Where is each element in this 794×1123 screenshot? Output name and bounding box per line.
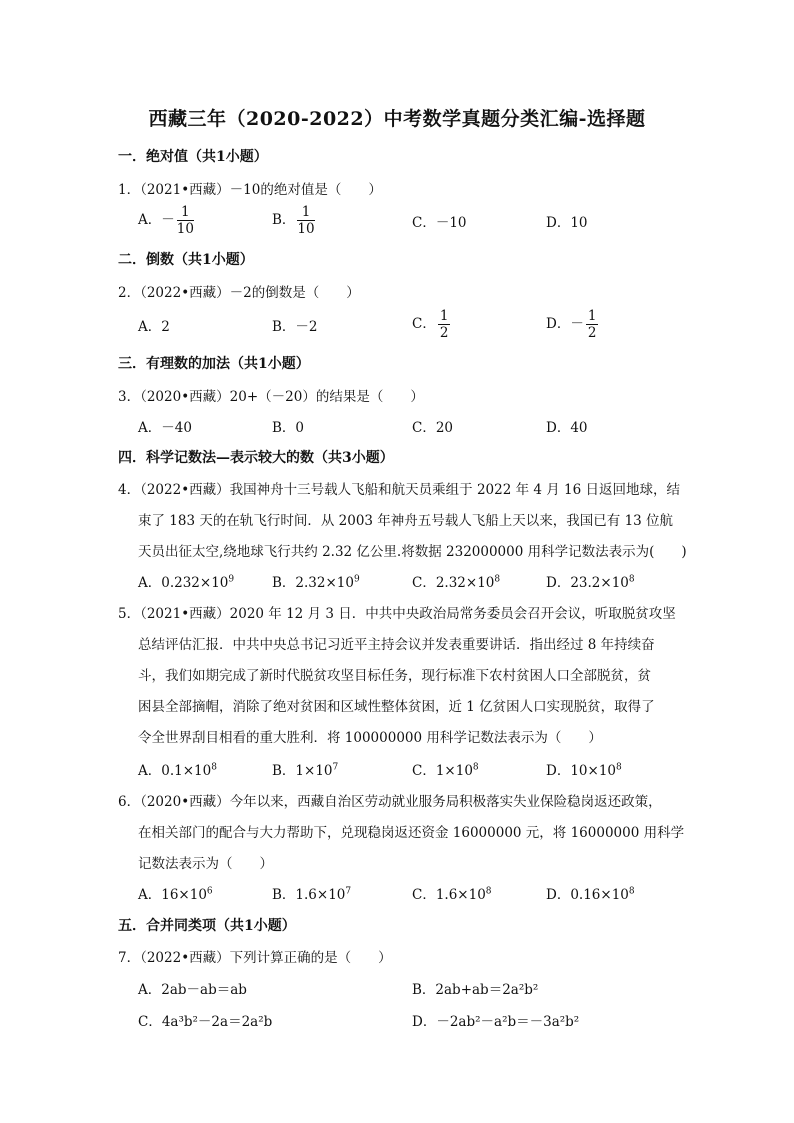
question-4-line-1: 4．（2022•西藏）我国神舟十三号载人飞船和航天员乘组于 2022 年 4 月 16 日返回地球，结 xyxy=(118,482,681,498)
question-4-option-d: D．$23.2\times 10^8$ xyxy=(546,574,635,591)
question-1-option-a: A．－ $\frac{1}{10}$ xyxy=(138,204,194,237)
section-heading-5: 五．合并同类项（共1小题） xyxy=(118,918,296,934)
question-7-option-d: D．－2ab²－a²b＝－3a²b² xyxy=(412,1014,580,1030)
question-2-option-d: D．－ $\frac{1}{2}$ xyxy=(546,308,597,341)
fraction: $\frac{1}{10}$ xyxy=(297,204,315,237)
question-6-option-c: C．$1.6\times 10^8$ xyxy=(412,886,492,903)
question-4-line-2: 束了 183 天的在轨飞行时间．从 2003 年神舟五号载人飞船上天以来，我国已有 13 位航 xyxy=(138,513,674,529)
page-title: 西藏三年（2020-2022）中考数学真题分类汇编-选择题 xyxy=(148,108,646,130)
question-5-option-d: D．$10\times 10^8$ xyxy=(546,762,622,779)
question-7-option-b: B．2ab+ab＝2a²b² xyxy=(412,982,539,998)
question-1-stem: 1．（2021•西藏）－10的绝对值是（ ） xyxy=(118,182,382,198)
question-6-line-1: 6．（2020•西藏）今年以来，西藏自治区劳动就业服务局积极落实失业保险稳岗返还政策， xyxy=(118,794,662,810)
question-2-stem: 2．（2022•西藏）－2的倒数是（ ） xyxy=(118,285,360,301)
question-5-option-b: B．$1\times 10^7$ xyxy=(272,762,339,779)
question-1-option-c: C．－10 xyxy=(412,215,467,231)
question-5-line-2: 总结评估汇报．中共中央总书记习近平主持会议并发表重要讲话．指出经过 8 年持续奋 xyxy=(138,637,655,653)
question-3-option-a: A．－40 xyxy=(138,420,192,436)
section-heading-4: 四．科学记数法—表示较大的数（共3小题） xyxy=(118,450,394,466)
question-2-option-a: A．2 xyxy=(138,319,170,335)
question-4-line-3: 天员出征太空,绕地球飞行共约 2.32 亿公里.将数据 232000000 用科学记数法表示为( ) xyxy=(138,544,687,560)
section-heading-2: 二．倒数（共1小题） xyxy=(118,252,254,268)
question-5-option-a: A．$0.1\times 10^8$ xyxy=(138,762,217,779)
question-2-option-c: C． $\frac{1}{2}$ xyxy=(412,308,449,341)
section-heading-1: 一．绝对值（共1小题） xyxy=(118,149,268,165)
question-7-stem: 7．（2022•西藏）下列计算正确的是（ ） xyxy=(118,950,392,966)
question-4-option-b: B．$2.32\times 10^9$ xyxy=(272,574,360,591)
question-6-line-2: 在相关部门的配合与大力帮助下，兑现稳岗返还资金 16000000 元，将 16000000 用科学 xyxy=(138,825,685,841)
question-3-option-d: D．40 xyxy=(546,420,588,436)
fraction: $\frac{1}{2}$ xyxy=(587,308,597,341)
question-3-stem: 3．（2020•西藏）20+（－20）的结果是（ ） xyxy=(118,389,424,405)
question-3-option-c: C．20 xyxy=(412,420,454,436)
question-6-line-3: 记数法表示为（ ） xyxy=(138,856,273,872)
question-4-option-a: A．$0.232\times 10^9$ xyxy=(138,574,235,591)
question-7-option-a: A．2ab－ab＝ab xyxy=(138,982,247,998)
section-heading-3: 三．有理数的加法（共1小题） xyxy=(118,356,310,372)
question-1-option-b: B． $\frac{1}{10}$ xyxy=(272,204,315,237)
question-5-line-3: 斗，我们如期完成了新时代脱贫攻坚目标任务，现行标准下农村贫困人口全部脱贫，贫 xyxy=(138,668,651,684)
question-5-line-1: 5．（2021•西藏）2020 年 12 月 3 日．中共中央政治局常务委员会召开会议，听取脱贫攻坚 xyxy=(118,606,676,622)
question-2-option-b: B．－2 xyxy=(272,319,318,335)
question-5-line-5: 令全世界刮目相看的重大胜利．将 100000000 用科学记数法表示为（ ） xyxy=(138,730,602,746)
fraction: $\frac{1}{2}$ xyxy=(439,308,449,341)
question-7-option-c: C．4a³b²－2a＝2a²b xyxy=(138,1014,273,1030)
question-6-option-b: B．$1.6\times 10^7$ xyxy=(272,886,352,903)
fraction: $\frac{1}{10}$ xyxy=(176,204,194,237)
question-4-option-c: C．$2.32\times 10^8$ xyxy=(412,574,501,591)
question-5-option-c: C．$1\times 10^8$ xyxy=(412,762,479,779)
question-3-option-b: B．0 xyxy=(272,420,305,436)
question-6-option-a: A．$16\times 10^6$ xyxy=(138,886,213,903)
question-6-option-d: D．$0.16\times 10^8$ xyxy=(546,886,635,903)
question-5-line-4: 困县全部摘帽，消除了绝对贫困和区域性整体贫困，近 1 亿贫困人口实现脱贫，取得了 xyxy=(138,699,655,715)
question-1-option-d: D．10 xyxy=(546,215,588,231)
